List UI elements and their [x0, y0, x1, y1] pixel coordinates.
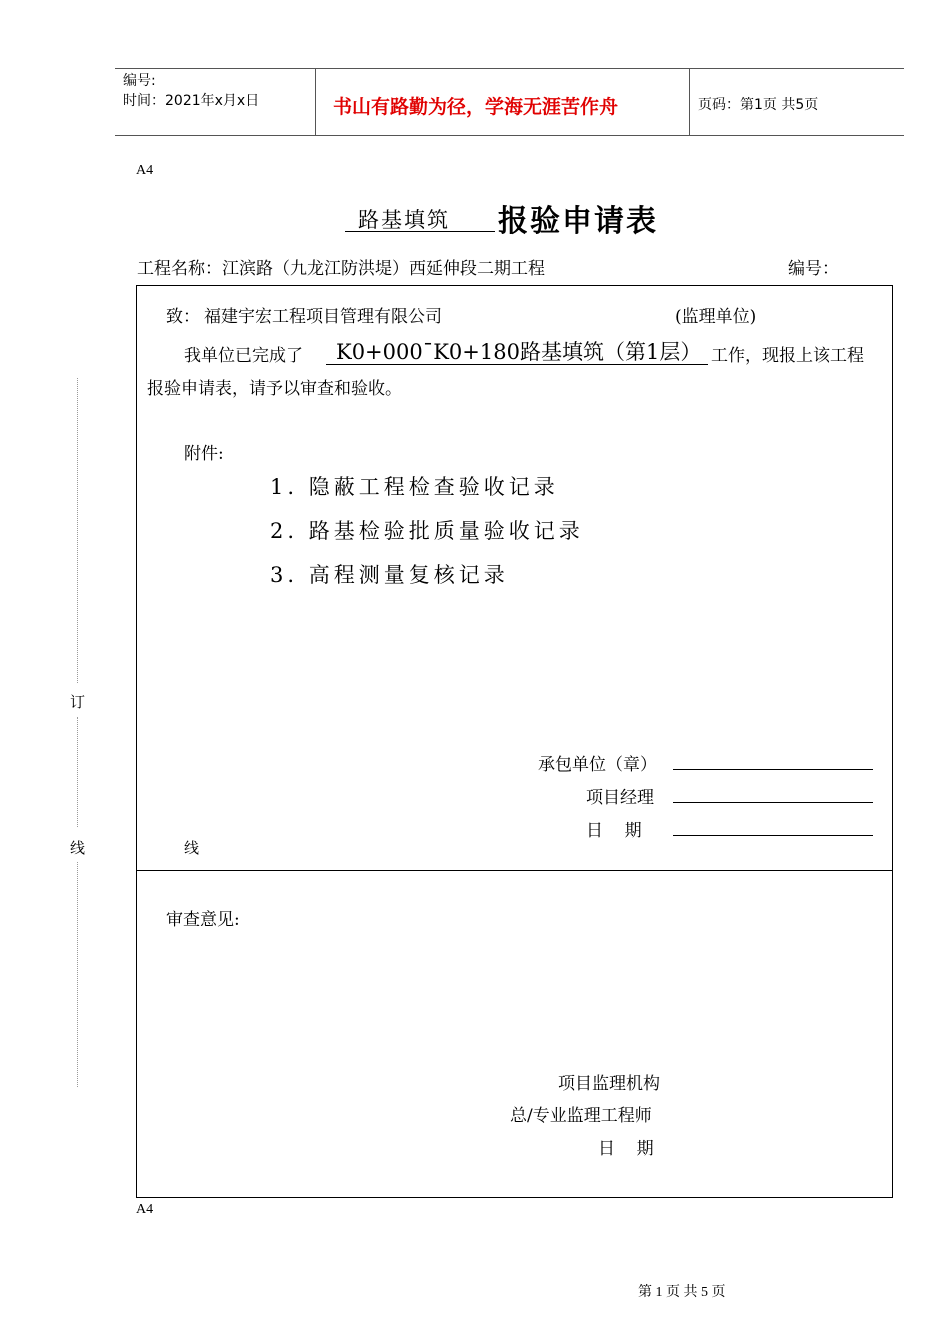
to-role: (监理单位) — [675, 307, 757, 327]
completion-suffix: 工作，现报上该工程 — [711, 346, 864, 366]
completion-prefix: 我单位已完成了 — [184, 346, 303, 366]
attachment-item: 1. 隐蔽工程检查验收记录 — [270, 475, 559, 499]
page-title: 报验申请表 — [498, 204, 658, 239]
header-bottom-rule — [115, 135, 904, 136]
header-page-info: 页码：第1页 共5页 — [698, 97, 819, 113]
review-date-label: 日 期 — [598, 1139, 654, 1159]
to-label: 致： — [166, 307, 200, 327]
to-company: 福建宇宏工程项目管理有限公司 — [204, 307, 442, 327]
attachments-label: 附件: — [184, 444, 224, 464]
binding-dotted-line-top — [77, 378, 78, 683]
work-item-underline — [326, 364, 708, 365]
completion-line2: 报验申请表，请予以审查和验收。 — [147, 379, 402, 399]
footer-page-number: 第 1 页 共 5 页 — [638, 1285, 726, 1300]
manager-label: 项目经理 — [586, 788, 654, 808]
attachment-item: 3. 高程测量复核记录 — [270, 563, 509, 587]
project-number-label: 编号： — [788, 259, 839, 279]
review-box — [136, 870, 893, 1198]
header-motto: 书山有路勤为径，学海无涯苦作舟 — [333, 96, 619, 118]
paper-size-bottom: A4 — [136, 1202, 154, 1217]
header-time: 时间：2021年x月x日 — [123, 93, 260, 109]
binding-mark-xian: 线 — [70, 839, 86, 857]
work-item: K0+000¯K0+180路基填筑（第1层） — [336, 340, 702, 364]
project-name: 工程名称：江滨路（九龙江防洪堤）西延伸段二期工程 — [137, 259, 545, 279]
binding-mark-ding: 订 — [70, 693, 86, 711]
title-subject: 路基填筑 — [358, 208, 450, 232]
manager-signature-line — [673, 802, 873, 803]
binding-mark-inner: 线 — [184, 839, 200, 857]
contractor-signature-line — [673, 769, 873, 770]
header-top-rule — [115, 68, 904, 69]
apply-date-line — [673, 835, 873, 836]
header-divider-right — [689, 68, 690, 136]
header-divider-left — [315, 68, 316, 136]
supervising-engineer-label: 总/专业监理工程师 — [510, 1106, 652, 1126]
title-subject-underline — [345, 231, 495, 232]
supervision-org-label: 项目监理机构 — [558, 1074, 660, 1094]
contractor-label: 承包单位（章） — [538, 755, 657, 775]
attachment-item: 2. 路基检验批质量验收记录 — [270, 519, 584, 543]
binding-dotted-line-bottom — [77, 862, 78, 1087]
application-box — [136, 285, 893, 871]
paper-size-top: A4 — [136, 163, 154, 178]
apply-date-label: 日 期 — [586, 821, 642, 841]
review-opinion-label: 审查意见: — [166, 910, 240, 930]
binding-dotted-line-middle — [77, 717, 78, 827]
header-number-label: 编号: — [123, 73, 156, 89]
